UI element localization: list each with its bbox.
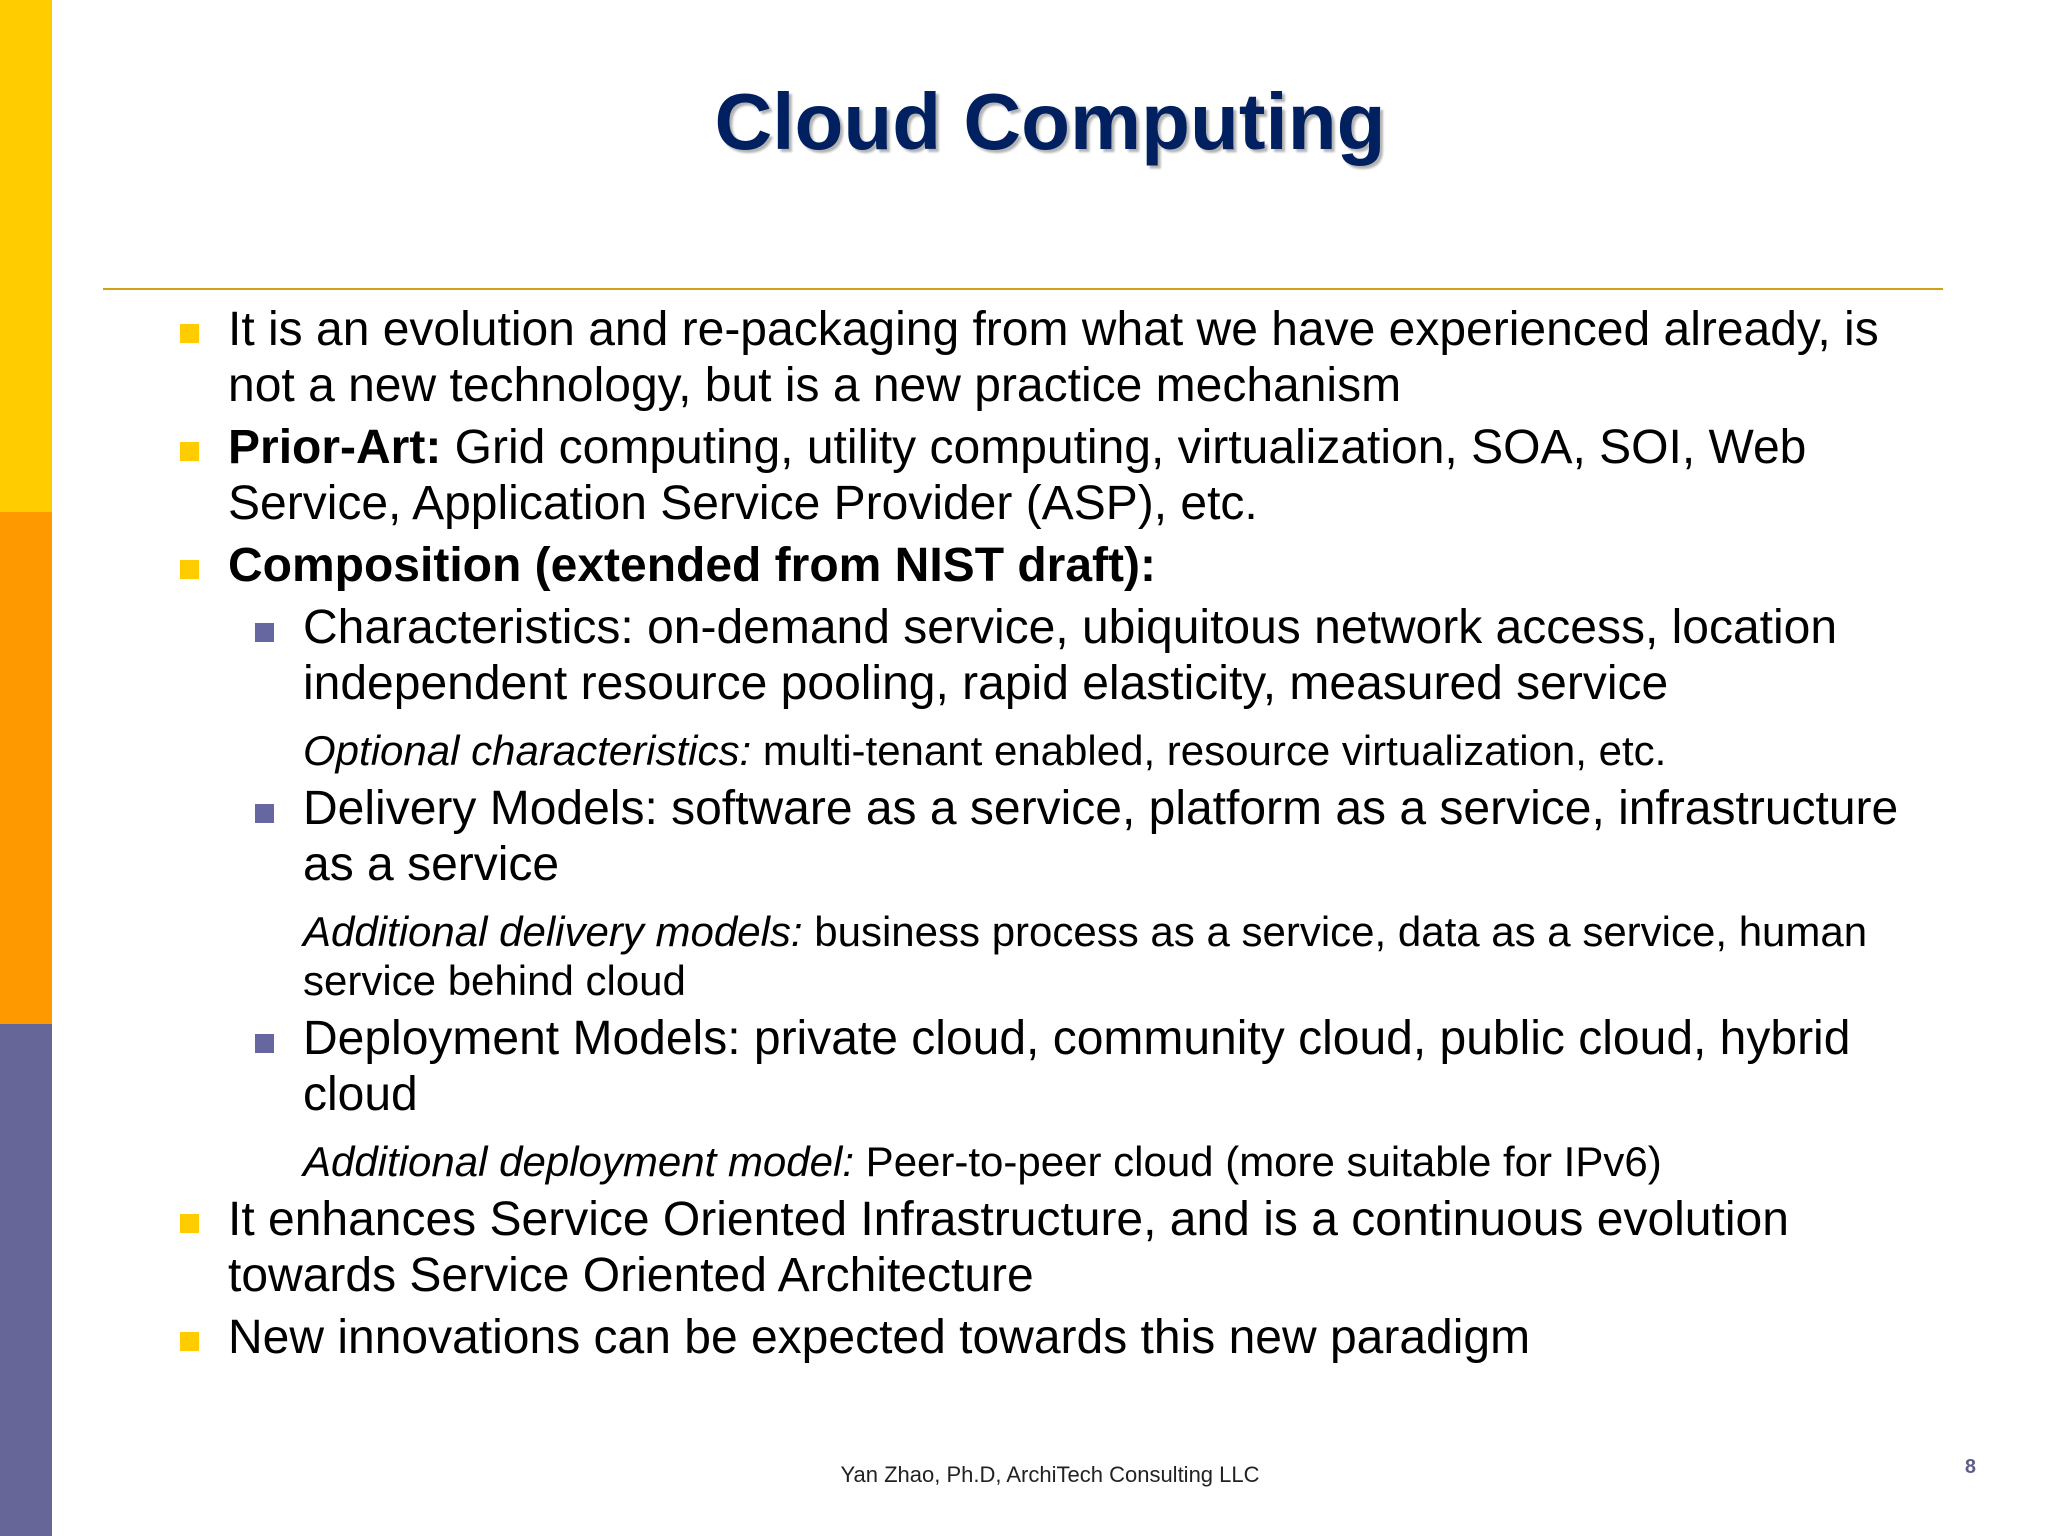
square-bullet-icon [180, 560, 199, 579]
slide-footer: Yan Zhao, Ph.D, ArchiTech Consulting LLC [840, 1462, 1260, 1487]
sub-bullet-characteristics [175, 600, 1935, 712]
bullet-label: Prior-Art: [228, 421, 442, 474]
sub-bullet-deployment-models [175, 1011, 1935, 1123]
note-additional-delivery-models [175, 907, 1935, 1005]
note-optional-characteristics [175, 726, 1935, 775]
square-bullet-icon [255, 1034, 274, 1053]
bullet-text: New innovations can be expected towards this new paradigm [228, 1311, 1531, 1364]
side-bar-orange [0, 512, 52, 1024]
square-bullet-icon [180, 324, 199, 343]
bullet-text: It is an evolution and re-packaging from what we have experienced already, is not a new technology, but is a new practice mechanism [228, 303, 1879, 412]
note-additional-deployment-model [175, 1137, 1935, 1186]
square-bullet-icon [180, 442, 199, 461]
note-label: Additional delivery models: [303, 908, 803, 955]
sub-bullet-text: Delivery Models: software as a service, platform as a service, infrastructure as a service [303, 782, 1899, 891]
bullet-composition [175, 538, 1935, 594]
bullet-text: It enhances Service Oriented Infrastructure, and is a continuous evolution towards Service Oriented Architecture [228, 1193, 1789, 1302]
note-label: Additional deployment model: [303, 1138, 855, 1185]
title-divider [103, 288, 1943, 290]
page-number: 8 [1964, 1456, 1976, 1478]
bullet-list [175, 296, 1935, 1366]
note-label: Optional characteristics: [303, 727, 752, 774]
bullet-evolution [175, 302, 1935, 414]
bullet-label: Composition (extended from NIST draft): [228, 539, 1156, 592]
bullet-new-innovations [175, 1310, 1935, 1366]
bullet-prior-art [175, 420, 1935, 532]
slide-title: Cloud Computing [714, 77, 1386, 166]
bullet-text: Grid computing, utility computing, virtualization, SOA, SOI, Web Service, Application Service Provider (ASP), etc. [228, 421, 1807, 530]
note-text: Peer-to-peer cloud (more suitable for IPv6) [854, 1138, 1662, 1185]
side-bar-purple [0, 1024, 52, 1536]
square-bullet-icon [255, 804, 274, 823]
sub-bullet-text: Deployment Models: private cloud, community cloud, public cloud, hybrid cloud [303, 1012, 1851, 1121]
note-text: business process as a service, data as a service, human service behind cloud [303, 908, 1868, 1004]
square-bullet-icon [180, 1332, 199, 1351]
square-bullet-icon [180, 1214, 199, 1233]
sub-bullet-delivery-models [175, 781, 1935, 893]
sub-bullet-text: Characteristics: on-demand service, ubiquitous network access, location independent resource pooling, rapid elasticity, measured service [303, 601, 1838, 710]
side-bar-yellow [0, 0, 52, 512]
note-text: multi-tenant enabled, resource virtualization, etc. [751, 727, 1667, 774]
square-bullet-icon [255, 623, 274, 642]
bullet-enhances-soi [175, 1192, 1935, 1304]
